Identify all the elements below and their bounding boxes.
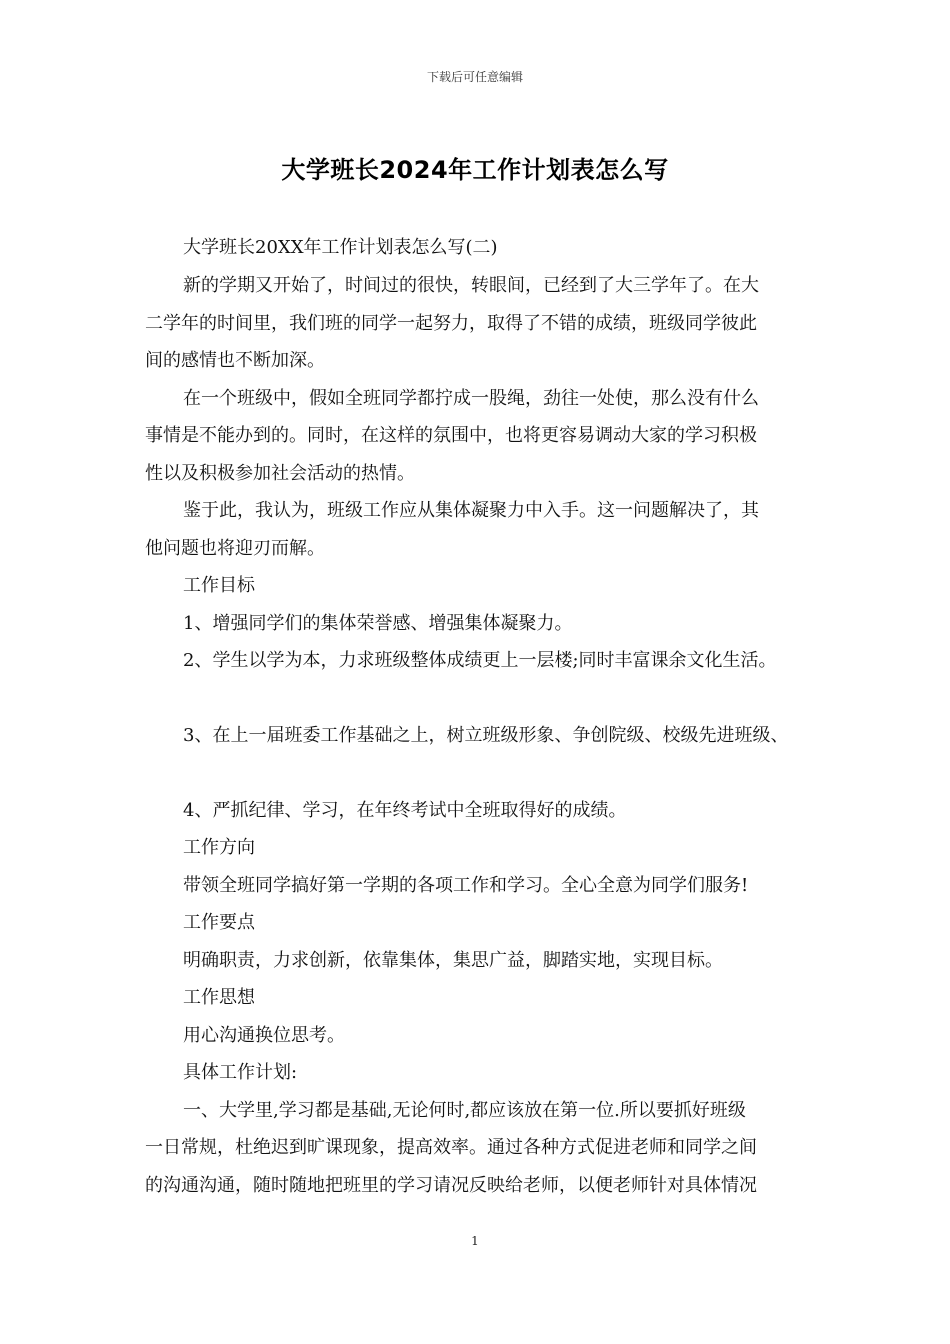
list-item: 3、在上一届班委工作基础之上，树立班级形象、争创院级、校级先进班级、 [183, 725, 789, 746]
paragraph-line: 性以及积极参加社会活动的热情。 [145, 463, 415, 484]
subtitle-line: 大学班长20XX年工作计划表怎么写(二) [183, 237, 498, 258]
paragraph-line: 带领全班同学搞好第一学期的各项工作和学习。全心全意为同学们服务! [183, 875, 749, 896]
list-item: 1、增强同学们的集体荣誉感、增强集体凝聚力。 [183, 613, 573, 634]
paragraph-line: 明确职责，力求创新，依靠集体，集思广益，脚踏实地，实现目标。 [183, 950, 723, 971]
section-heading: 工作要点 [183, 912, 255, 933]
section-heading: 工作思想 [183, 987, 255, 1008]
paragraph-line: 事情是不能办到的。同时，在这样的氛围中，也将更容易调动大家的学习积极 [145, 425, 757, 446]
section-heading: 工作方向 [183, 837, 255, 858]
paragraph-line: 间的感情也不断加深。 [145, 350, 325, 371]
list-item: 4、严抓纪律、学习，在年终考试中全班取得好的成绩。 [183, 800, 627, 821]
paragraph-line: 二学年的时间里，我们班的同学一起努力，取得了不错的成绩，班级同学彼此 [145, 313, 757, 334]
paragraph-line: 鉴于此，我认为，班级工作应从集体凝聚力中入手。这一问题解决了，其 [183, 500, 759, 521]
paragraph-line: 一日常规，杜绝迟到旷课现象，提高效率。通过各种方式促进老师和同学之间 [145, 1137, 757, 1158]
paragraph-line: 的沟通沟通，随时随地把班里的学习请况反映给老师，以便老师针对具体情况 [145, 1175, 757, 1196]
paragraph-line: 在一个班级中，假如全班同学都拧成一股绳，劲往一处使，那么没有什么 [183, 388, 759, 409]
document-title: 大学班长2024年工作计划表怎么写 [281, 156, 669, 184]
paragraph-line: 他问题也将迎刃而解。 [145, 538, 325, 559]
paragraph-line: 一、大学里,学习都是基础,无论何时,都应该放在第一位.所以要抓好班级 [183, 1100, 746, 1121]
paragraph-line: 新的学期又开始了，时间过的很快，转眼间，已经到了大三学年了。在大 [183, 275, 759, 296]
section-heading: 具体工作计划: [183, 1062, 298, 1083]
section-heading: 工作目标 [183, 575, 255, 596]
header-note: 下载后可任意编辑 [426, 70, 523, 84]
list-item: 2、学生以学为本，力求班级整体成绩更上一层楼;同时丰富课余文化生活。 [183, 650, 777, 671]
paragraph-line: 用心沟通换位思考。 [183, 1025, 345, 1046]
page-number: 1 [471, 1234, 479, 1248]
